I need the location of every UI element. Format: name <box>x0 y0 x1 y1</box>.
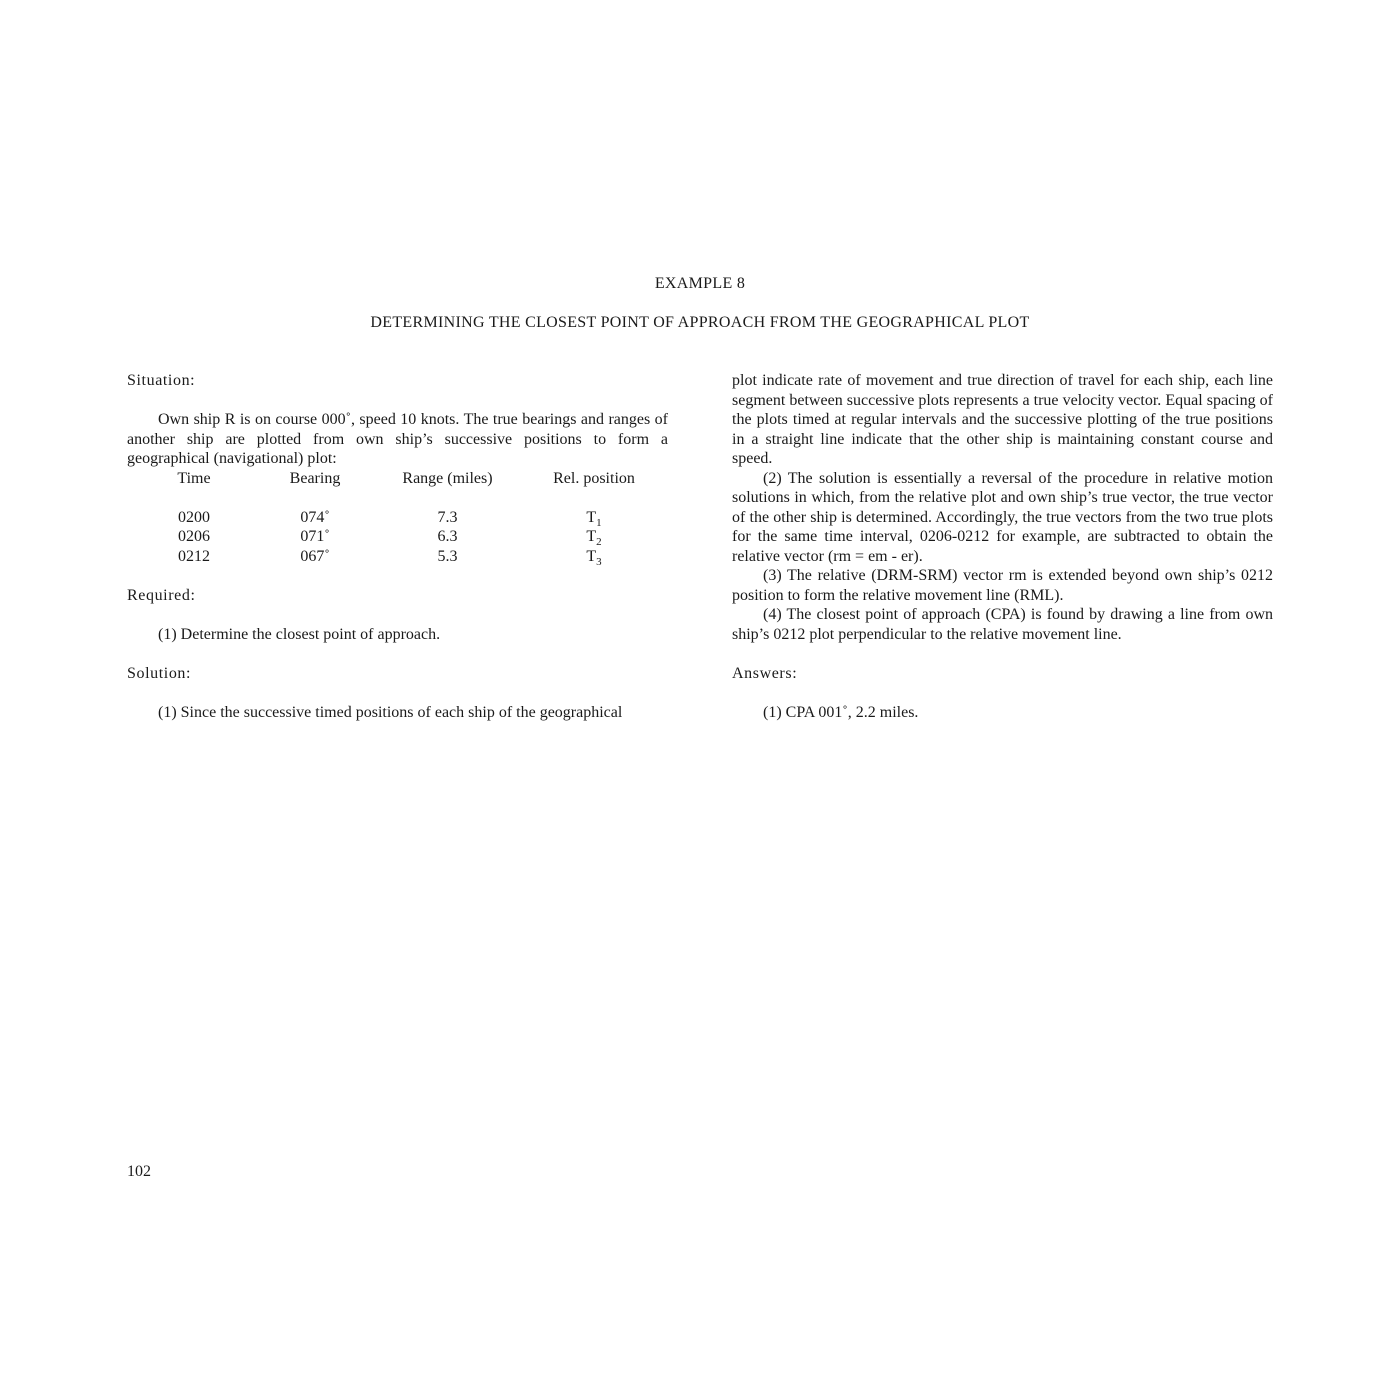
cell-time: 0212 <box>178 547 210 565</box>
solution-para-1-cont: plot indicate rate of movement and true direction of travel for each ship, each line segment between successive plots represents a true velocity vector. Equal spacing of the plots timed at regular intervals and the successive plotting of the true positions in a straight line indicate that the other ship is maintaining constant course and speed. <box>732 372 1273 467</box>
required-item: (1) Determine the closest point of approach. <box>158 625 441 643</box>
plot-table-header <box>127 469 662 489</box>
solution-para-3: (3) The relative (DRM-SRM) vector rm is extended beyond own ship’s 0212 position to form the relative movement line (RML). <box>732 567 1273 604</box>
plot-table <box>127 469 662 567</box>
header-bearing: Bearing <box>289 469 341 487</box>
cell-time: 0206 <box>178 528 210 545</box>
page-number: 102 <box>127 1163 151 1180</box>
table-row <box>127 508 662 528</box>
table-row <box>127 527 662 547</box>
answers-heading: Answers: <box>732 664 798 682</box>
table-row <box>127 547 662 567</box>
page-title: DETERMINING THE CLOSEST POINT OF APPROACH FROM THE GEOGRAPHICAL PLOT <box>370 314 1030 331</box>
header-time: Time <box>177 469 211 487</box>
cell-bearing: 067˚ <box>300 547 330 565</box>
cell-rel-position: $T_3$ <box>586 547 602 568</box>
example-label: EXAMPLE 8 <box>654 275 746 292</box>
cell-range: 5.3 <box>437 547 458 565</box>
cell-time: 0200 <box>178 508 210 526</box>
situation-heading: Situation: <box>127 372 196 389</box>
left-column <box>127 371 668 722</box>
cell-range: 7.3 <box>437 508 458 526</box>
solution-para-1-start: (1) Since the successive timed positions of each ship of the geographical <box>158 703 623 721</box>
header-range: Range (miles) <box>402 469 493 487</box>
answer-item: (1) CPA 001˚, 2.2 miles. <box>763 703 919 721</box>
right-column <box>732 371 1273 722</box>
cell-rel-position: $T_1$ <box>586 508 602 529</box>
cell-rel-position: $T_2$ <box>586 528 602 548</box>
cell-bearing: 074˚ <box>300 508 330 526</box>
solution-para-4: (4) The closest point of approach (CPA) is found by drawing a line from own ship’s 0212 plot perpendicular to the relative movement line. <box>732 606 1273 643</box>
required-heading: Required: <box>127 586 196 604</box>
situation-text: Own ship R is on course 000˚, speed 10 knots. The true bearings and ranges of another ship are plotted from own ship’s successive positions to form a geographical (navigational) plot: <box>127 411 668 467</box>
solution-para-2: (2) The solution is essentially a reversal of the procedure in relative motion solutions in which, from the relative plot and own ship’s true vector, the true vector of the other ship is determined. Accordingly, the true vectors from the two true plots for the same time interval, 0206-0212 for example, are subtracted to obtain the relative vector (rm = em - er). <box>732 469 1273 565</box>
cell-range: 6.3 <box>437 528 458 545</box>
cell-bearing: 071˚ <box>300 528 330 545</box>
header-rel-position: Rel. position <box>553 469 635 487</box>
solution-heading: Solution: <box>127 664 192 682</box>
